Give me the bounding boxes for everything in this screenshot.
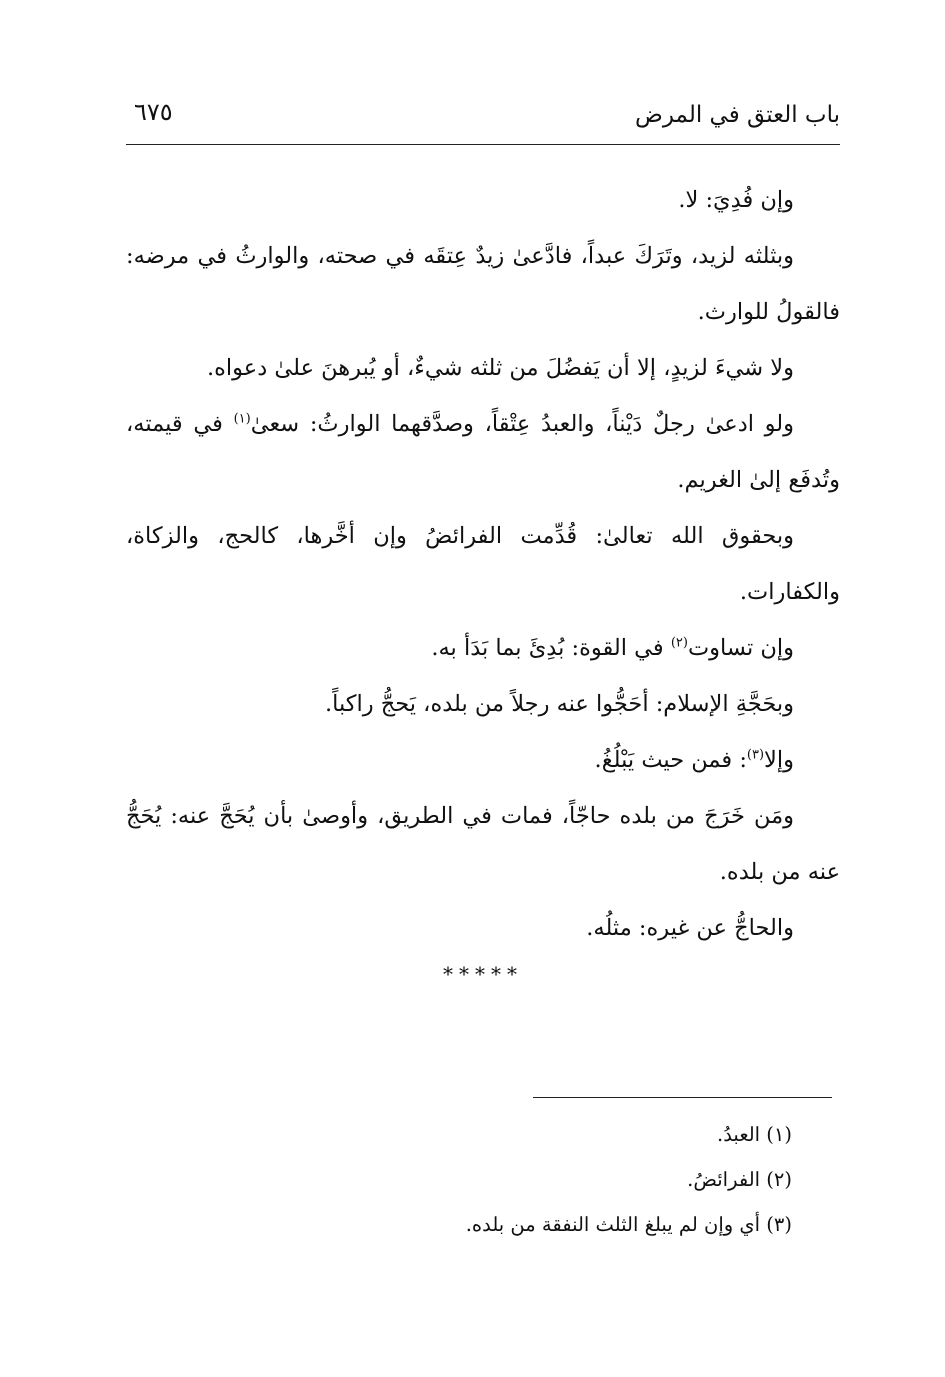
paragraph: ولا شيءَ لزيدٍ، إلا أن يَفضُلَ من ثلثه شيءٌ، أو يُبرهنَ علىٰ دعواه.: [206, 355, 794, 381]
footnote: (٢) الفرائضُ.: [687, 1168, 792, 1191]
paragraph: وبحقوق الله تعالىٰ: قُدِّمت الفرائضُ وإن أخَّرها، كالحج، والزكاة، والكفارات.: [126, 523, 840, 605]
paragraph: والحاجُّ عن غيره: مثلُه.: [586, 915, 794, 941]
running-header: [126, 92, 840, 145]
paragraph: وإلا$^{(٣)}$: فمن حيث يَبْلُغُ.: [594, 747, 794, 773]
footnote-ref: (١): [233, 411, 251, 427]
paragraph: وبحَجَّةِ الإسلام: أحَجُّوا عنه رجلاً من بلده، يَحجُّ راكباً.: [324, 691, 794, 717]
section-separator: *****: [443, 962, 523, 986]
footnote-ref: (٢): [670, 635, 688, 651]
paragraph: ومَن خَرَجَ من بلده حاجّاً، فمات في الطريق، وأوصىٰ بأن يُحَجَّ عنه: يُحَجُّ عنه من بلده.: [126, 803, 840, 885]
paragraph: وبثلثه لزيد، وتَرَكَ عبداً، فادَّعىٰ زيدٌ عِتقَه في صحته، والوارثُ في مرضه: فالقولُ للوارث.: [126, 243, 840, 325]
footnote: (١) العبدُ.: [717, 1123, 792, 1146]
footnotes: [126, 1112, 792, 1247]
paragraph: وإن تساوت$^{(٢)}$ في القوة: بُدِئَ بما بَدَأ به.: [431, 635, 794, 661]
paragraph: ولو ادعىٰ رجلٌ دَيْناً، والعبدُ عِتْقاً، وصدَّقهما الوارثُ: سعىٰ$^{(١)}$ في قيمته، وتُدفَع إلىٰ الغريم.: [126, 411, 840, 493]
paragraph: وإن فُدِيَ: لا.: [678, 187, 794, 213]
main-text: [126, 172, 840, 956]
footnote: (٣) أي وإن لم يبلغ الثلث النفقة من بلده.: [465, 1213, 792, 1236]
chapter-title: باب العتق في المرض: [635, 102, 840, 128]
page-number: ٦٧٥: [134, 98, 173, 126]
footnote-divider: [533, 1097, 832, 1098]
footnote-ref: (٣): [746, 747, 765, 763]
